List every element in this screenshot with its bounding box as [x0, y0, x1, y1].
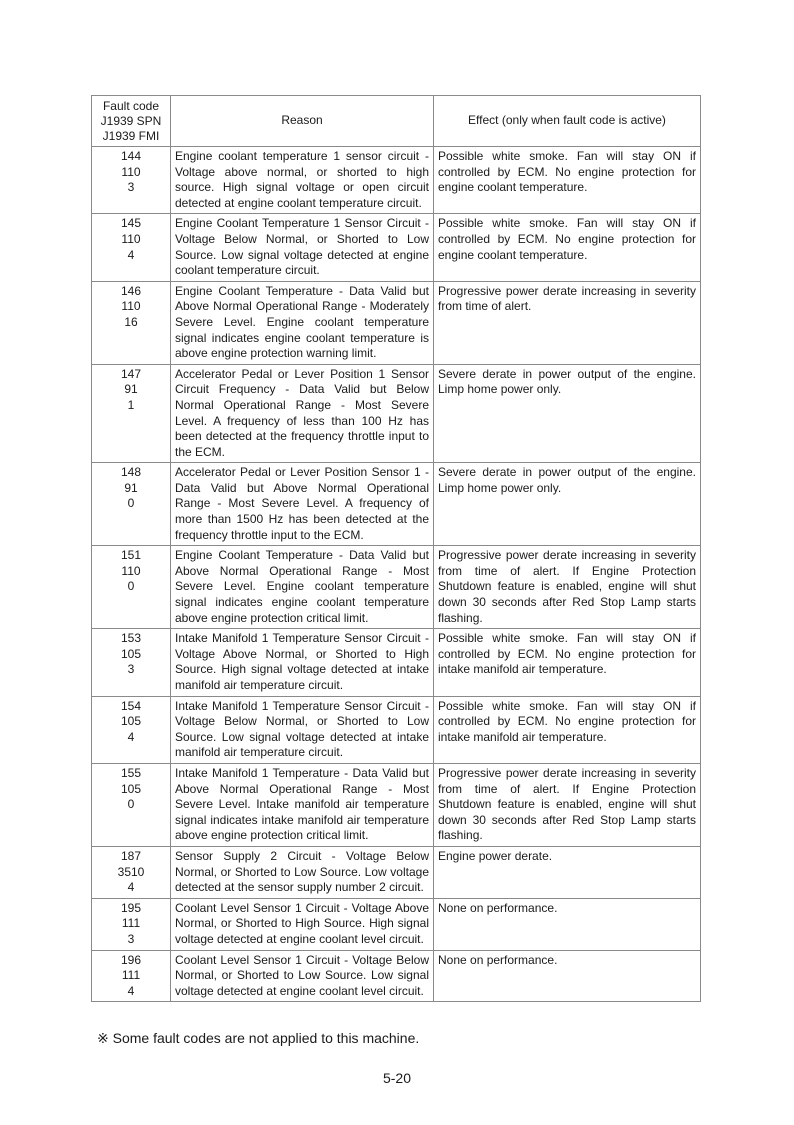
fmi-value: 4 — [127, 880, 135, 895]
table-header-row — [92, 96, 701, 147]
page-number: 5-20 — [382, 1070, 412, 1086]
fmi-value: 4 — [127, 983, 135, 998]
fault-code-cell — [92, 281, 171, 364]
fmi-value: 0 — [127, 579, 135, 594]
spn-code: 146 — [120, 283, 142, 298]
reason-cell: Intake Manifold 1 Temperature Sensor Circuit - Voltage Below Normal, or Shorted to Low Source. Low signal voltage detected at intake manifold air temperature circuit. — [171, 696, 434, 763]
spn-code: 154 — [120, 698, 142, 713]
reason-cell: Intake Manifold 1 Temperature - Data Valid but Above Normal Operational Range - Most Severe Level. Intake manifold air temperature signal indicates intake manifold air temperature above engine protection critical limit. — [171, 763, 434, 846]
table-row — [92, 364, 701, 463]
table-row — [92, 629, 701, 696]
effect-cell: Engine power derate. — [434, 846, 701, 898]
spn-value: 110 — [121, 299, 141, 314]
table-row — [92, 763, 701, 846]
effect-cell: Possible white smoke. Fan will stay ON if controlled by ECM. No engine protection for engine coolant temperature. — [434, 214, 701, 281]
fmi-value: 0 — [127, 496, 135, 511]
fault-code-header-line: Fault code — [102, 98, 160, 113]
fmi-header-line: J1939 FMI — [102, 128, 160, 143]
reason-cell: Engine Coolant Temperature 1 Sensor Circuit - Voltage Below Normal, or Shorted to Low Source. Low signal voltage detected at engine coolant temperature circuit. — [171, 214, 434, 281]
spn-value: 91 — [124, 480, 138, 495]
spn-code: 155 — [120, 765, 142, 780]
fault-code-cell — [92, 214, 171, 281]
table-row — [92, 898, 701, 950]
spn-code: 196 — [120, 952, 142, 967]
table-row — [92, 147, 701, 214]
effect-cell: Possible white smoke. Fan will stay ON if controlled by ECM. No engine protection for intake manifold air temperature. — [434, 629, 701, 696]
reason-cell: Intake Manifold 1 Temperature Sensor Circuit - Voltage Above Normal, or Shorted to High Source. High signal voltage detected at intake manifold air temperature circuit. — [171, 629, 434, 696]
table-row — [92, 950, 701, 1002]
table-row — [92, 281, 701, 364]
fmi-value: 1 — [127, 397, 135, 412]
effect-cell: Progressive power derate increasing in severity from time of alert. If Engine Protection Shutdown feature is enabled, engine will shut down 30 seconds after Red Stop Lamp starts flashing. — [434, 546, 701, 629]
fmi-value: 3 — [127, 180, 135, 195]
spn-value: 110 — [121, 563, 141, 578]
effect-cell: Progressive power derate increasing in severity from time of alert. — [434, 281, 701, 364]
effect-cell: Severe derate in power output of the engine. Limp home power only. — [434, 364, 701, 463]
table-row — [92, 696, 701, 763]
spn-value: 110 — [121, 231, 141, 246]
reason-cell: Coolant Level Sensor 1 Circuit - Voltage Below Normal, or Shorted to Low Source. Low signal voltage detected at engine coolant level circuit. — [171, 950, 434, 1002]
spn-value: 111 — [121, 968, 141, 983]
spn-value: 105 — [120, 781, 142, 796]
fault-code-cell — [92, 846, 171, 898]
reason-cell: Accelerator Pedal or Lever Position 1 Sensor Circuit Frequency - Data Valid but Below Normal Operational Range - Most Severe Level. A frequency of less than 100 Hz has been detected at the frequency throttle input to the ECM. — [171, 364, 434, 463]
fault-code-cell — [92, 364, 171, 463]
spn-code: 148 — [120, 465, 142, 480]
reason-cell: Engine Coolant Temperature - Data Valid but Above Normal Operational Range - Moderately Severe Level. Engine coolant temperature signal indicates engine coolant temperature is above engine protection warning limit. — [171, 281, 434, 364]
fault-code-table — [91, 95, 701, 1002]
spn-code: 147 — [120, 366, 142, 381]
reason-cell: Sensor Supply 2 Circuit - Voltage Below Normal, or Shorted to Low Source. Low voltage detected at the sensor supply number 2 circuit. — [171, 846, 434, 898]
fault-code-cell — [92, 696, 171, 763]
spn-value: 110 — [121, 164, 141, 179]
reason-cell: Engine Coolant Temperature - Data Valid but Above Normal Operational Range - Most Severe Level. Engine coolant temperature signal indicates engine coolant temperature above engine protection critical limit. — [171, 546, 434, 629]
reason-cell: Engine coolant temperature 1 sensor circuit - Voltage above normal, or shorted to high source. High signal voltage or open circuit detected at engine coolant temperature circuit. — [171, 147, 434, 214]
effect-cell: None on performance. — [434, 950, 701, 1002]
spn-code: 145 — [120, 216, 142, 231]
spn-value: 111 — [121, 916, 141, 931]
spn-code: 187 — [120, 848, 142, 863]
fault-code-cell — [92, 950, 171, 1002]
reason-cell: Coolant Level Sensor 1 Circuit - Voltage Above Normal, or Shorted to High Source. High signal voltage detected at engine coolant level circuit. — [171, 898, 434, 950]
spn-value: 3510 — [117, 864, 145, 879]
effect-cell: Possible white smoke. Fan will stay ON if controlled by ECM. No engine protection for intake manifold air temperature. — [434, 696, 701, 763]
fault-code-cell — [92, 763, 171, 846]
spn-code: 151 — [120, 548, 142, 563]
spn-header-line: J1939 SPN — [100, 113, 162, 128]
spn-value: 91 — [124, 382, 138, 397]
effect-cell: None on performance. — [434, 898, 701, 950]
fmi-value: 16 — [124, 314, 138, 329]
table-row — [92, 846, 701, 898]
spn-value: 105 — [120, 714, 142, 729]
fmi-value: 4 — [127, 729, 135, 744]
table-row — [92, 463, 701, 546]
effect-cell: Progressive power derate increasing in severity from time of alert. If Engine Protection Shutdown feature is enabled, engine will shut down 30 seconds after Red Stop Lamp starts flashing. — [434, 763, 701, 846]
spn-code: 144 — [120, 149, 142, 163]
fault-code-header — [92, 96, 171, 147]
spn-value: 105 — [120, 646, 142, 661]
effect-cell: Severe derate in power output of the engine. Limp home power only. — [434, 463, 701, 546]
table-row — [92, 214, 701, 281]
fmi-value: 3 — [127, 931, 135, 946]
spn-code: 153 — [120, 631, 142, 646]
fmi-value: 4 — [127, 247, 135, 262]
fault-code-cell — [92, 147, 171, 214]
fault-code-cell — [92, 463, 171, 546]
fault-code-cell — [92, 898, 171, 950]
reason-cell: Accelerator Pedal or Lever Position Sensor 1 - Data Valid but Above Normal Operational Range - Most Severe Level. A frequency of more than 1500 Hz has been detected at the frequency throttle input to the ECM. — [171, 463, 434, 546]
reason-header: Reason — [171, 96, 434, 147]
fmi-value: 3 — [127, 662, 135, 677]
spn-code: 195 — [120, 900, 142, 915]
table-row — [92, 546, 701, 629]
fmi-value: 0 — [127, 797, 135, 812]
fault-code-cell — [92, 546, 171, 629]
effect-cell: Possible white smoke. Fan will stay ON if controlled by ECM. No engine protection for engine coolant temperature. — [434, 147, 701, 214]
footnote: ※ Some fault codes are not applied to this machine. — [97, 1030, 420, 1046]
fault-code-cell — [92, 629, 171, 696]
effect-header: Effect (only when fault code is active) — [434, 96, 701, 147]
